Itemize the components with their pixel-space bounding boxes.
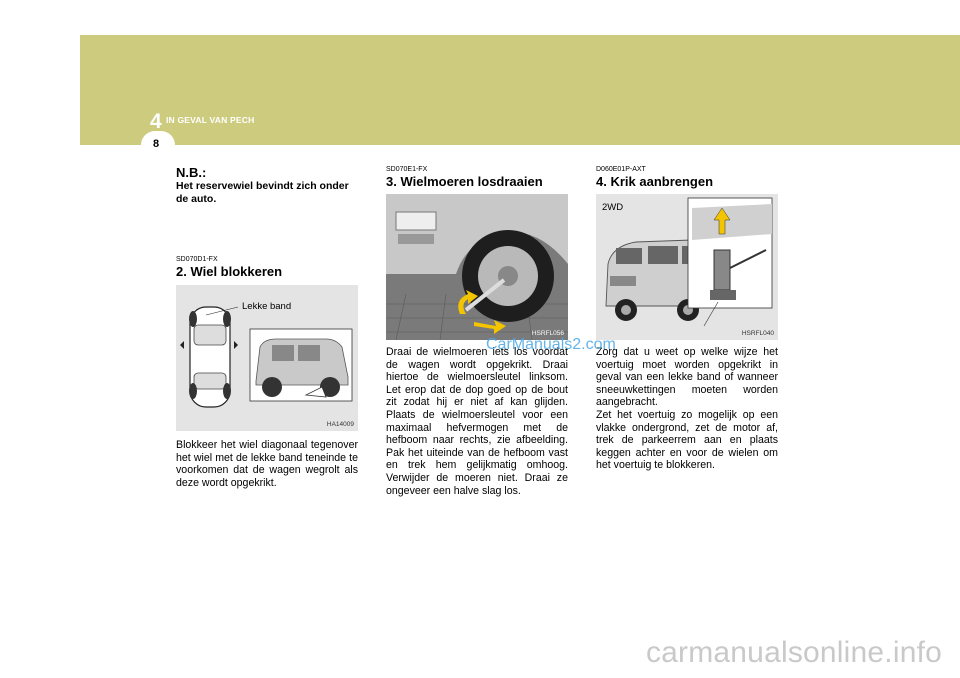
figure-code: HA14009 [326, 421, 354, 428]
section-code: SD070E1-FX [386, 166, 428, 173]
footer-watermark: carmanualsonline.info [645, 636, 942, 669]
body-text: Blokkeer het wiel diagonaal tegenover het wiel met de lekke band teneinde te voorkomen dat de wagen wegrolt als deze wordt opgekrikt. [176, 439, 358, 489]
note-title: N.B.: [176, 165, 207, 180]
section-title: 2. Wiel blokkeren [176, 264, 283, 279]
page-number: 8 [153, 138, 160, 150]
drive-label: 2WD [602, 202, 624, 213]
header-band [80, 35, 960, 145]
lug-nut-figure [386, 194, 568, 340]
jack-illustration [596, 194, 778, 340]
section-code: D060E01P-AXT [596, 166, 646, 173]
wheel-block-figure [176, 285, 358, 431]
section-code: SD070D1-FX [176, 256, 218, 263]
note-body: Het reservewiel bevindt zich onder de auto. [176, 180, 349, 205]
body-text: Draai de wielmoeren iets los voordat de wagen wordt opgekrikt. Draai hiertoe de wielmoersleutel linksom. Let erop dat de dop goed op de bout zit zodat hij er niet af kan glijden. Plaats de wielmoersleutel voor een maximaal hefvermogen met de hefboom naar rechts, zie afbeelding. Pak het uiteinde van de hefboom vast en trek hem gelijkmatig omhoog. Verwijder de moeren niet. Draai ze ongeveer een halve slag los. [386, 346, 568, 497]
body-text: Zorg dat u weet op welke wijze het voertuig moet worden opgekrikt in geval van een lekke band of wanneer sneeuwkettingen moeten worden aangebracht. Zet het voertuig zo mogelijk op een vlakke ondergrond, zet de motor af, trek de parkeerrem aan en plaats keggen achter en voor de wielen om het voertuig te blokkeren. [596, 346, 778, 472]
section-title: 3. Wielmoeren losdraaien [386, 174, 543, 189]
chapter-title: IN GEVAL VAN PECH [166, 115, 255, 125]
chapter-number: 4 [150, 110, 162, 133]
overlay-watermark: CarManuals2.com [486, 336, 616, 353]
figure-code: HSRFL040 [741, 330, 774, 337]
column-3 [596, 165, 778, 472]
column-1 [176, 165, 358, 489]
figure-code: HSRFL056 [531, 330, 564, 337]
column-2 [386, 165, 568, 497]
flat-tire-label: Lekke band [242, 301, 292, 312]
lug-nut-illustration [386, 194, 568, 340]
section-title: 4. Krik aanbrengen [596, 174, 714, 189]
jack-figure [596, 194, 778, 340]
